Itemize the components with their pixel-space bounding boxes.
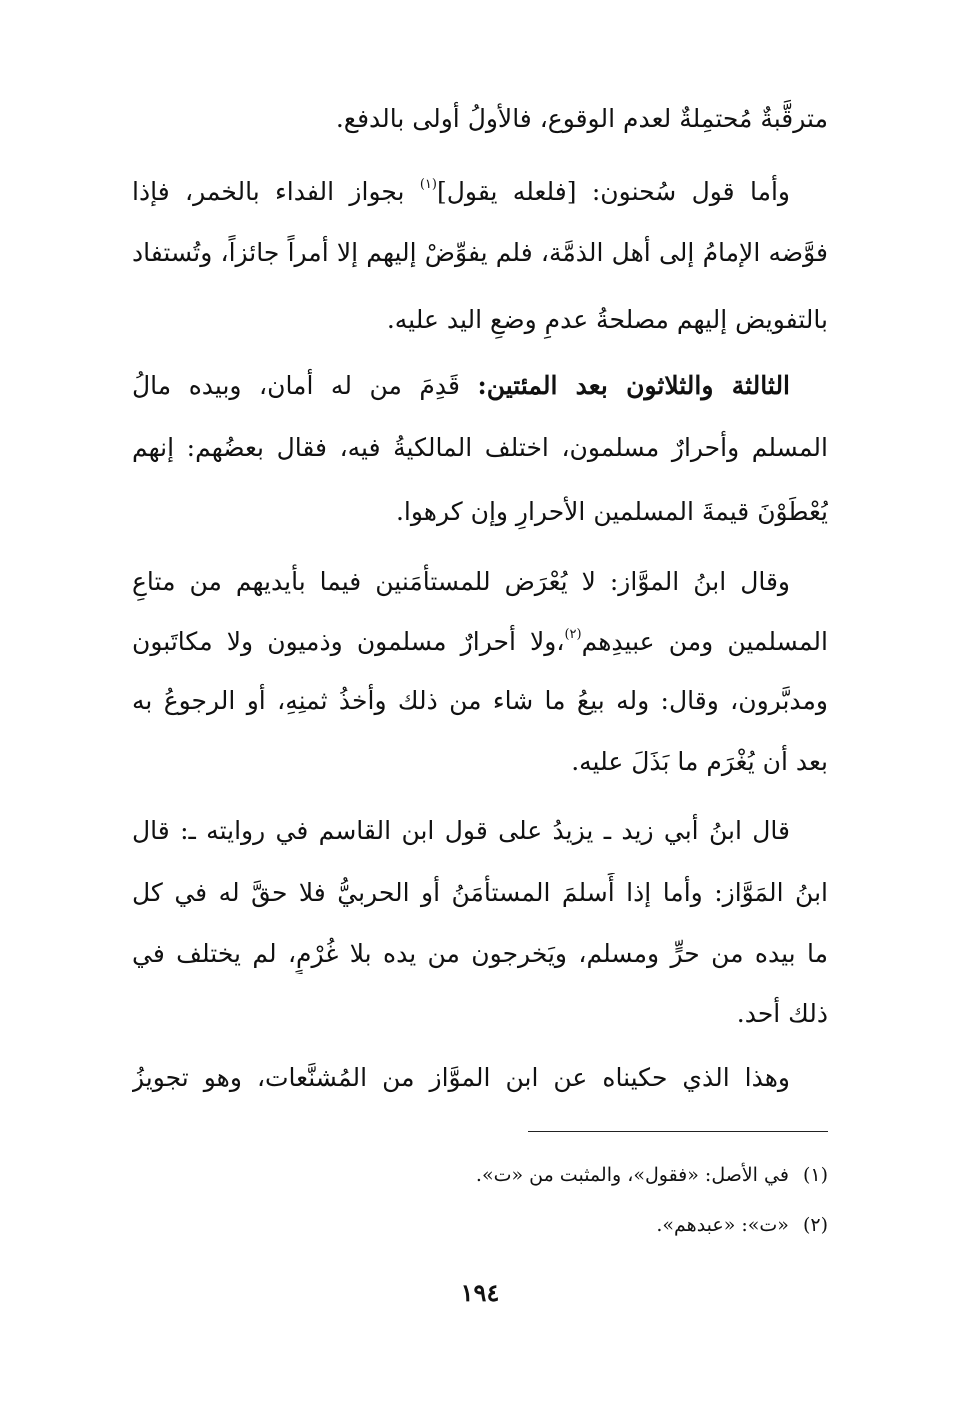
- text-line-10: [132, 681, 828, 721]
- text-line-2: [132, 172, 828, 212]
- page-number: ١٩٤: [460, 1278, 500, 1307]
- text-line-10-content: ومدبَّرون، وقال: وله بيعُ ما شاء من ذلك وأخذُ ثمنِهِ، أو الرجوعُ به: [132, 686, 828, 715]
- text-line-13: [132, 873, 828, 913]
- section-heading: الثالثة والثلاثون بعد المئتين:: [477, 371, 791, 400]
- text-line-4-content: بالتفويض إليهم مصلحةُ عدمِ وضعِ اليد عليه.: [386, 305, 828, 334]
- text-line-11-content: بعد أن يُغْرَم ما بَذَلَ عليه.: [571, 747, 828, 776]
- text-line-8-content: وقال ابنُ الموَّاز: لا يُعْرَض للمستأمَنين فيما بأيديهم من متاعِ: [132, 567, 790, 596]
- text-line-8: [132, 562, 828, 602]
- text-line-15-content: ذلك أحد.: [736, 999, 828, 1028]
- footnote-marker-2: (٢): [564, 627, 582, 642]
- text-line-1: [132, 99, 828, 139]
- text-line-9-end: ،ولا أحرارٌ مسلمون وذميون ولا مكاتَبون: [132, 627, 565, 656]
- text-line-9: [132, 622, 828, 662]
- text-line-6-content: المسلم وأحرارٌ مسلمون، اختلف المالكيةُ فيه، فقال بعضُهم: إنهم: [132, 433, 828, 462]
- text-line-3: [132, 233, 828, 273]
- text-line-12-content: قال ابنُ أبي زيد ـ يزيدُ على قول ابن القاسم في روايته ـ: قال: [132, 816, 790, 845]
- text-line-6: [132, 428, 828, 468]
- footnote-2: [132, 1210, 828, 1240]
- footnote-1: [132, 1160, 828, 1190]
- footnote-separator: [528, 1131, 828, 1132]
- text-line-3-content: فوَّضه الإمامُ إلى أهل الذمَّة، فلم يفوِّضْ إليهم إلا أمراً جائزاً، وتُستفاد: [132, 238, 828, 267]
- footnote-2-text: «ت»: «عبدهم».: [656, 1214, 789, 1236]
- text-line-9-start: المسلمين ومن عبيدِهم: [581, 627, 828, 656]
- text-line-12: [132, 811, 828, 851]
- text-line-16-content: وهذا الذي حكيناه عن ابن الموَّاز من المُشنَّعات، وهو تجويزُ: [132, 1063, 790, 1092]
- text-line-5-rest: قَدِمَ من له أمان، وبيده مالُ: [132, 371, 460, 400]
- text-line-15: [132, 994, 828, 1034]
- text-line-1-content: مترقَّبةٌ مُحتمِلةٌ لعدم الوقوع، فالأولُ أولى بالدفع.: [335, 104, 828, 133]
- text-line-14-content: ما بيده من حرٍّ ومسلم، ويَخرجون من يده بلا غُرْمٍ، لم يختلف في: [132, 939, 828, 968]
- footnote-2-number: (٢): [802, 1214, 828, 1236]
- text-line-2-start: وأما قول سُحنون: [فلعله يقول]: [436, 177, 790, 206]
- footnote-1-number: (١): [802, 1164, 828, 1186]
- text-line-13-content: ابنُ المَوَّاز: وأما إذا أَسلمَ المستأمَنُ أو الحربيُّ فلا حقَّ له في كل: [132, 878, 828, 907]
- text-line-16: [132, 1058, 828, 1098]
- text-line-11: [132, 742, 828, 782]
- footnote-1-text: في الأصل: «فقول»، والمثبت من «ت».: [475, 1164, 789, 1186]
- text-line-14: [132, 934, 828, 974]
- text-line-7: [132, 492, 828, 532]
- text-line-4: [132, 300, 828, 340]
- text-line-7-content: يُعْطَوْنَ قيمةَ المسلمين الأحرارِ وإن كرهوا.: [395, 497, 828, 526]
- footnote-marker-1: (١): [419, 177, 437, 192]
- text-line-2-end: بجواز الفداء بالخمر، فإذا: [132, 177, 420, 206]
- text-line-5: [132, 366, 828, 406]
